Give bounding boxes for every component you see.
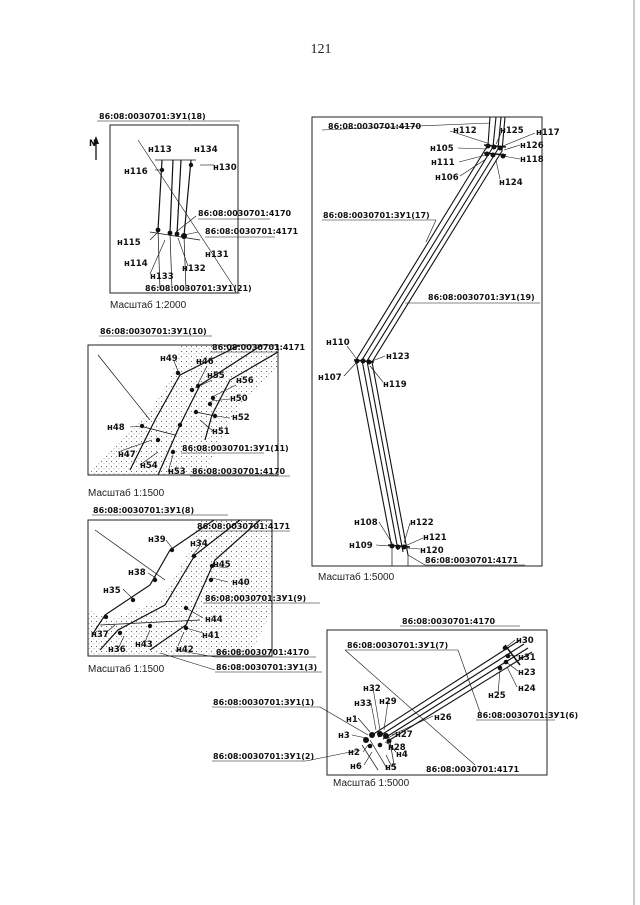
point-label: н31 xyxy=(518,653,536,663)
point-label: н114 xyxy=(124,259,148,269)
scale-label-panel-4: Масштаб 1:5000 xyxy=(318,572,395,583)
cadastral-label: 86:08:0030701:ЗУ1(7) xyxy=(347,641,449,650)
scale-label-panel-1: Масштаб 1:2000 xyxy=(110,300,187,311)
point-label: н34 xyxy=(190,539,208,549)
point-label: н6 xyxy=(350,762,362,772)
point-label: н108 xyxy=(354,518,378,528)
scale-label-panel-2: Масштаб 1:1500 xyxy=(88,488,165,499)
panel-4 xyxy=(312,117,560,566)
point-label: н48 xyxy=(107,423,125,433)
point-label: н28 xyxy=(388,743,406,753)
point-label: н25 xyxy=(488,691,506,701)
cadastral-label: 86:08:0030701:4171 xyxy=(425,556,519,565)
point-label: н109 xyxy=(349,541,373,551)
point-label: н43 xyxy=(135,640,153,650)
cadastral-label: 86:08:0030701:4171 xyxy=(212,343,306,352)
point-label: н50 xyxy=(230,394,248,404)
cadastral-label: 86:08:0030701:ЗУ1(18) xyxy=(99,112,206,121)
line-p1-b xyxy=(170,160,173,233)
point-label: н55 xyxy=(207,371,225,381)
point-label: н122 xyxy=(410,518,434,528)
point-label: н111 xyxy=(431,158,455,168)
cadastral-label: 86:08:0030701:ЗУ1(21) xyxy=(145,284,252,293)
point-label: н56 xyxy=(236,376,254,386)
cadastral-label: 86:08:0030701:4170 xyxy=(216,648,310,657)
point-label: н49 xyxy=(160,354,178,364)
point-label: н124 xyxy=(499,178,523,188)
point-label: н5 xyxy=(385,763,397,773)
line-p4-b xyxy=(362,117,496,550)
panel-5 xyxy=(212,617,578,775)
point-label: н44 xyxy=(205,615,223,625)
point-label: н118 xyxy=(520,155,544,165)
point-label: н132 xyxy=(182,264,206,274)
point-label: н32 xyxy=(363,684,381,694)
cadastral-label: 86:08:0030701:4170 xyxy=(402,617,496,626)
line-p1-c xyxy=(177,160,181,234)
north-arrow-icon xyxy=(89,136,99,160)
line-p2-diag xyxy=(98,355,150,420)
point-label: н3 xyxy=(338,731,350,741)
point-label: н110 xyxy=(326,338,350,348)
cadastral-label: 86:08:0030701:ЗУ1(10) xyxy=(100,327,207,336)
point-label: н51 xyxy=(212,427,230,437)
point-label: н117 xyxy=(536,128,560,138)
point-label: н42 xyxy=(176,645,194,655)
cadastral-label: 86:08:0030701:4170 xyxy=(328,122,422,131)
point-label: н53 xyxy=(168,467,186,477)
point-label: н131 xyxy=(205,250,229,260)
point-label: н134 xyxy=(194,145,218,155)
point-label: н112 xyxy=(453,126,477,136)
point-label: н4 xyxy=(396,750,408,760)
point-label: н35 xyxy=(103,586,121,596)
point-label: н27 xyxy=(395,730,413,740)
cadastral-label: 86:08:0030701:4170 xyxy=(192,467,286,476)
point-label: н130 xyxy=(213,163,237,173)
point-label: н133 xyxy=(150,272,174,282)
north-label: N xyxy=(89,139,97,149)
point-label: н125 xyxy=(500,126,524,136)
cadastral-label: 86:08:0030701:4171 xyxy=(426,765,520,774)
point-label: н29 xyxy=(379,697,397,707)
point-label: н126 xyxy=(520,141,544,151)
line-p4-c xyxy=(367,117,501,552)
scale-label-panel-5: Масштаб 1:5000 xyxy=(333,778,410,789)
point-label: н41 xyxy=(202,631,220,641)
point-label: н119 xyxy=(383,380,407,390)
point-label: н116 xyxy=(124,167,148,177)
point-label: н105 xyxy=(430,144,454,154)
point-label: н40 xyxy=(232,578,250,588)
point-label: н123 xyxy=(386,352,410,362)
cadastral-label: 86:08:0030701:ЗУ1(1) xyxy=(213,698,315,707)
point-label: н113 xyxy=(148,145,172,155)
point-label: н36 xyxy=(108,645,126,655)
point-label: н45 xyxy=(213,560,231,570)
cadastral-label: 86:08:0030701:ЗУ1(11) xyxy=(182,444,289,453)
cadastral-label: 86:08:0030701:ЗУ1(2) xyxy=(213,752,315,761)
point-label: н121 xyxy=(423,533,447,543)
cadastral-label: 86:08:0030701:ЗУ1(6) xyxy=(477,711,579,720)
point-label: н47 xyxy=(118,450,136,460)
point-label: н24 xyxy=(518,684,536,694)
page-number: 121 xyxy=(310,42,332,57)
cadastral-label: 86:08:0030701:ЗУ1(3) xyxy=(216,663,318,672)
point-label: н37 xyxy=(91,630,109,640)
cadastral-label: 86:08:0030701:4171 xyxy=(197,522,291,531)
point-label: н106 xyxy=(435,173,459,183)
panel-2 xyxy=(88,327,306,477)
point-label: н23 xyxy=(518,668,536,678)
point-label: н38 xyxy=(128,568,146,578)
cadastral-label: 86:08:0030701:4171 xyxy=(205,227,299,236)
point-label: н26 xyxy=(434,713,452,723)
point-label: н54 xyxy=(140,461,158,471)
point-label: н33 xyxy=(354,699,372,709)
panel-1 xyxy=(89,112,299,293)
scale-label-panel-3: Масштаб 1:1500 xyxy=(88,664,165,675)
line-p1-g xyxy=(184,236,186,290)
point-label: н115 xyxy=(117,238,141,248)
point-label: н30 xyxy=(516,636,534,646)
cadastral-label: 86:08:0030701:ЗУ1(9) xyxy=(205,594,307,603)
hatched-area xyxy=(88,345,278,475)
point-label: н1 xyxy=(346,715,358,725)
point-label: н120 xyxy=(420,546,444,556)
point-label: н39 xyxy=(148,535,166,545)
point-label: н2 xyxy=(348,748,360,758)
point-label: н107 xyxy=(318,373,342,383)
line-p4-a xyxy=(356,117,490,548)
point-label: н46 xyxy=(196,357,214,367)
cadastral-label: 86:08:0030701:ЗУ1(19) xyxy=(428,293,535,302)
cadastral-label: 86:08:0030701:ЗУ1(8) xyxy=(93,506,195,515)
panel-3 xyxy=(88,506,322,672)
cadastral-label: 86:08:0030701:ЗУ1(17) xyxy=(323,211,430,220)
cadastral-label: 86:08:0030701:4170 xyxy=(198,209,292,218)
point-label: н52 xyxy=(232,413,250,423)
